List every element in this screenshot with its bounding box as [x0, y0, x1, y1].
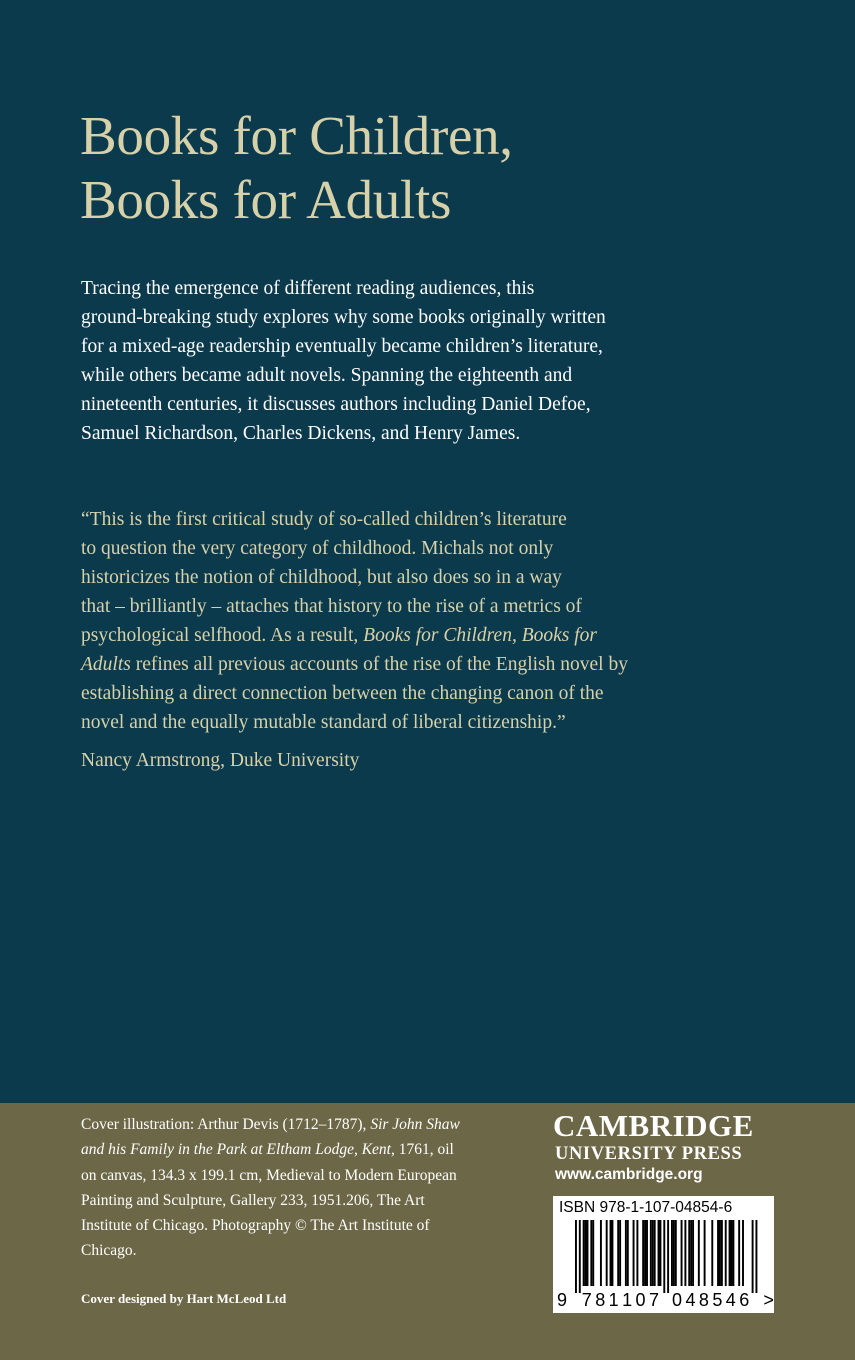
barcode-bar	[675, 1220, 677, 1286]
barcode-bar	[600, 1220, 602, 1286]
barcode-bar	[732, 1220, 734, 1286]
barcode-digit: 6	[739, 1290, 750, 1310]
quote-line: refines all previous accounts of the rise of the English novel by	[130, 654, 628, 675]
barcode-bar	[575, 1220, 577, 1293]
barcode-bar	[606, 1220, 608, 1286]
barcode-bar	[711, 1220, 713, 1286]
barcode-bar	[642, 1220, 644, 1286]
barcode-bar	[721, 1220, 723, 1286]
barcode-bar	[698, 1220, 700, 1286]
barcode-digits	[555, 1289, 773, 1311]
barcode-digit: 0	[635, 1290, 646, 1310]
barcode-bar	[610, 1220, 612, 1286]
barcode-digit: 8	[595, 1290, 606, 1310]
book-description	[81, 274, 681, 448]
barcode-digit: 1	[622, 1290, 633, 1310]
credits-line: on canvas, 134.3 x 199.1 cm, Medieval to Modern European	[81, 1166, 457, 1184]
barcode-digit: 7	[648, 1290, 659, 1310]
quote-line: to question the very category of childhood. Michals not only	[81, 538, 554, 559]
barcode-bar	[663, 1220, 665, 1293]
barcode-bar	[719, 1220, 721, 1286]
credits-line: Institute of Chicago. Photography © The Art Institute of	[81, 1217, 430, 1235]
barcode-bar	[658, 1220, 660, 1286]
barcode-bar	[636, 1220, 638, 1286]
description-line: while others became adult novels. Spanning the eighteenth and	[81, 365, 573, 386]
barcode-bar	[585, 1220, 587, 1286]
barcode-digit: 1	[608, 1290, 619, 1310]
credits-line: Chicago.	[81, 1242, 137, 1260]
barcode-bar	[725, 1220, 727, 1286]
quote-line: that – brilliantly – attaches that history to the rise of a metrics of	[81, 596, 582, 617]
endorsement-quote	[81, 505, 681, 737]
credits-year: 1761, oil	[394, 1141, 454, 1159]
barcode-bar	[592, 1220, 594, 1286]
description-line: Samuel Richardson, Charles Dickens, and Henry James.	[81, 423, 521, 444]
quote-line: “This is the first critical study of so-called children’s literature	[81, 509, 567, 530]
barcode-bar	[667, 1220, 669, 1293]
barcode-digit: 8	[698, 1290, 709, 1310]
barcode-digit: 4	[725, 1290, 736, 1310]
barcode-bar	[654, 1220, 656, 1286]
barcode-bar	[671, 1220, 673, 1286]
barcode-bar	[729, 1220, 731, 1286]
barcode-bar	[731, 1220, 733, 1286]
barcode-bar	[738, 1220, 740, 1286]
isbn-barcode	[553, 1196, 774, 1313]
barcode-bar	[644, 1220, 646, 1286]
barcode-digit: 0	[672, 1290, 683, 1310]
barcode-bar	[583, 1220, 585, 1286]
barcode-bar	[619, 1220, 621, 1286]
description-line: for a mixed-age readership eventually became children’s literature,	[81, 336, 603, 357]
quote-line: historicizes the notion of childhood, but also does so in a way	[81, 567, 562, 588]
barcode-arrow: >	[763, 1290, 774, 1310]
artwork-title-part-2: and his Family in the Park at Eltham Lodge, Kent,	[81, 1141, 395, 1159]
quote-line: novel and the equally mutable standard of liberal citizenship.”	[81, 712, 566, 733]
description-line: Tracing the emergence of different reading audiences, this	[81, 278, 535, 299]
barcode-bar	[659, 1220, 661, 1286]
barcode-bar	[617, 1220, 619, 1286]
barcode-bar	[650, 1220, 652, 1286]
isbn-label: ISBN 978-1-107-04854-6	[559, 1199, 733, 1216]
barcode-digit: 9	[557, 1290, 568, 1310]
publisher-url: www.cambridge.org	[555, 1166, 703, 1183]
quote-italic-title: Books for Children, Books for	[363, 625, 597, 646]
publisher-subname: UNIVERSITY PRESS	[555, 1144, 743, 1164]
barcode-bar	[652, 1220, 654, 1286]
barcode-bar	[673, 1220, 675, 1286]
barcode-bar	[755, 1220, 757, 1293]
barcode-bar	[611, 1220, 613, 1286]
book-title-line-2: Books for Adults	[80, 169, 452, 230]
barcode-bar	[579, 1220, 581, 1293]
barcode-bar	[684, 1220, 686, 1286]
quote-line: establishing a direct connection between the changing canon of the	[81, 683, 604, 704]
credits-prefix: Cover illustration: Arthur Devis (1712–1787),	[81, 1116, 371, 1133]
credits-line: Painting and Sculpture, Gallery 233, 1951.206, The Art	[81, 1191, 425, 1209]
description-line: nineteenth centuries, it discusses authors including Daniel Defoe,	[81, 394, 591, 415]
barcode-digit: 4	[685, 1290, 696, 1310]
quote-italic-title-end: Adults	[81, 654, 131, 675]
barcode-bar	[690, 1220, 692, 1286]
barcode-bar	[704, 1220, 706, 1286]
barcode-digit: 5	[712, 1290, 723, 1310]
barcode-bar	[692, 1220, 694, 1286]
artwork-title-part-1: Sir John Shaw	[370, 1116, 460, 1133]
barcode-bar	[681, 1220, 683, 1286]
description-line: ground-breaking study explores why some books originally written	[81, 307, 606, 328]
book-title-line-1: Books for Children,	[80, 105, 513, 166]
barcode-bar	[590, 1220, 592, 1286]
barcode-digit: 7	[581, 1290, 592, 1310]
cover-illustration-credits	[81, 1112, 521, 1264]
quote-line: psychological selfhood. As a result,	[81, 625, 364, 646]
barcode-bar	[587, 1220, 589, 1286]
barcode-bar	[646, 1220, 648, 1286]
barcode-bar	[742, 1220, 744, 1286]
book-title	[80, 104, 513, 232]
barcode-bar	[625, 1220, 627, 1286]
cover-designer-credit: Cover designed by Hart McLeod Ltd	[81, 1291, 287, 1306]
barcode-bar	[752, 1220, 754, 1293]
publisher-name: CAMBRIDGE	[553, 1108, 754, 1143]
barcode-bar	[717, 1220, 719, 1286]
barcode-bar	[627, 1220, 629, 1286]
quote-attribution: Nancy Armstrong, Duke University	[81, 750, 360, 771]
publisher-logo	[553, 1108, 775, 1186]
barcode-bar	[633, 1220, 635, 1286]
barcode-bar	[688, 1220, 690, 1286]
